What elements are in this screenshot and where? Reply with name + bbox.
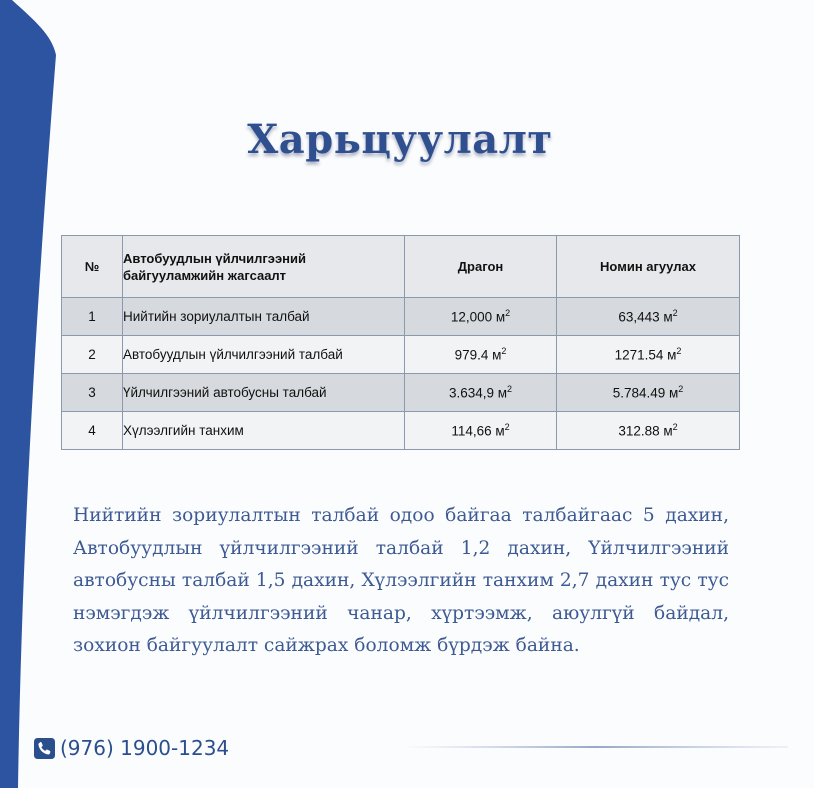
divider-line bbox=[403, 745, 788, 749]
row-number: 4 bbox=[62, 412, 123, 450]
row-nomin-value: 312.88 $м^2$ bbox=[557, 412, 740, 450]
row-dragon-value: 114,66 $м^2$ bbox=[405, 412, 557, 450]
phone-icon bbox=[34, 738, 55, 759]
table-header-row bbox=[62, 236, 740, 298]
header-number: № bbox=[62, 236, 123, 298]
row-dragon-value: 3.634,9 $м^2$ bbox=[405, 374, 557, 412]
row-number: 2 bbox=[62, 336, 123, 374]
row-number: 3 bbox=[62, 374, 123, 412]
table-row bbox=[62, 412, 740, 450]
row-number: 1 bbox=[62, 298, 123, 336]
row-dragon-value: 979.4 $м^2$ bbox=[405, 336, 557, 374]
phone-number: (976) 1900-1234 bbox=[60, 736, 230, 760]
summary-paragraph: Нийтийн зориулалтын талбай одоо байгаа талбайгаас 5 дахин, Автобуудлын үйлчилгээний талбай 1,2 дахин, Үйлчилгээний автобусны талбай 1,5 дахин, Хүлээлгийн танхим 2,7 дахин тус тус нэмэгдэж үйлчилгээний чанар, хүртээмж, аюулгүй байдал, зохион байгуулалт сайжрах боломж бүрдэж байна. bbox=[73, 505, 729, 656]
table-row bbox=[62, 298, 740, 336]
page-title: Харьцуулалт bbox=[247, 116, 553, 163]
header-facility: Автобуудлын үйлчилгээний байгууламжийн жагсаалт bbox=[123, 236, 405, 298]
header-nomin: Номин агуулах bbox=[557, 236, 740, 298]
row-name: Үйлчилгээний автобусны талбай bbox=[123, 374, 405, 412]
row-dragon-value: 12,000 $м^2$ bbox=[405, 298, 557, 336]
row-name: Хүлээлгийн танхим bbox=[123, 412, 405, 450]
row-nomin-value: 5.784.49 $м^2$ bbox=[557, 374, 740, 412]
contact-info bbox=[34, 735, 229, 761]
comparison-table bbox=[61, 235, 740, 450]
row-name: Автобуудлын үйлчилгээний талбай bbox=[123, 336, 405, 374]
table-row bbox=[62, 374, 740, 412]
table-row bbox=[62, 336, 740, 374]
row-nomin-value: 1271.54 $м^2$ bbox=[557, 336, 740, 374]
header-dragon: Драгон bbox=[405, 236, 557, 298]
row-nomin-value: 63,443 $м^2$ bbox=[557, 298, 740, 336]
row-name: Нийтийн зориулалтын талбай bbox=[123, 298, 405, 336]
